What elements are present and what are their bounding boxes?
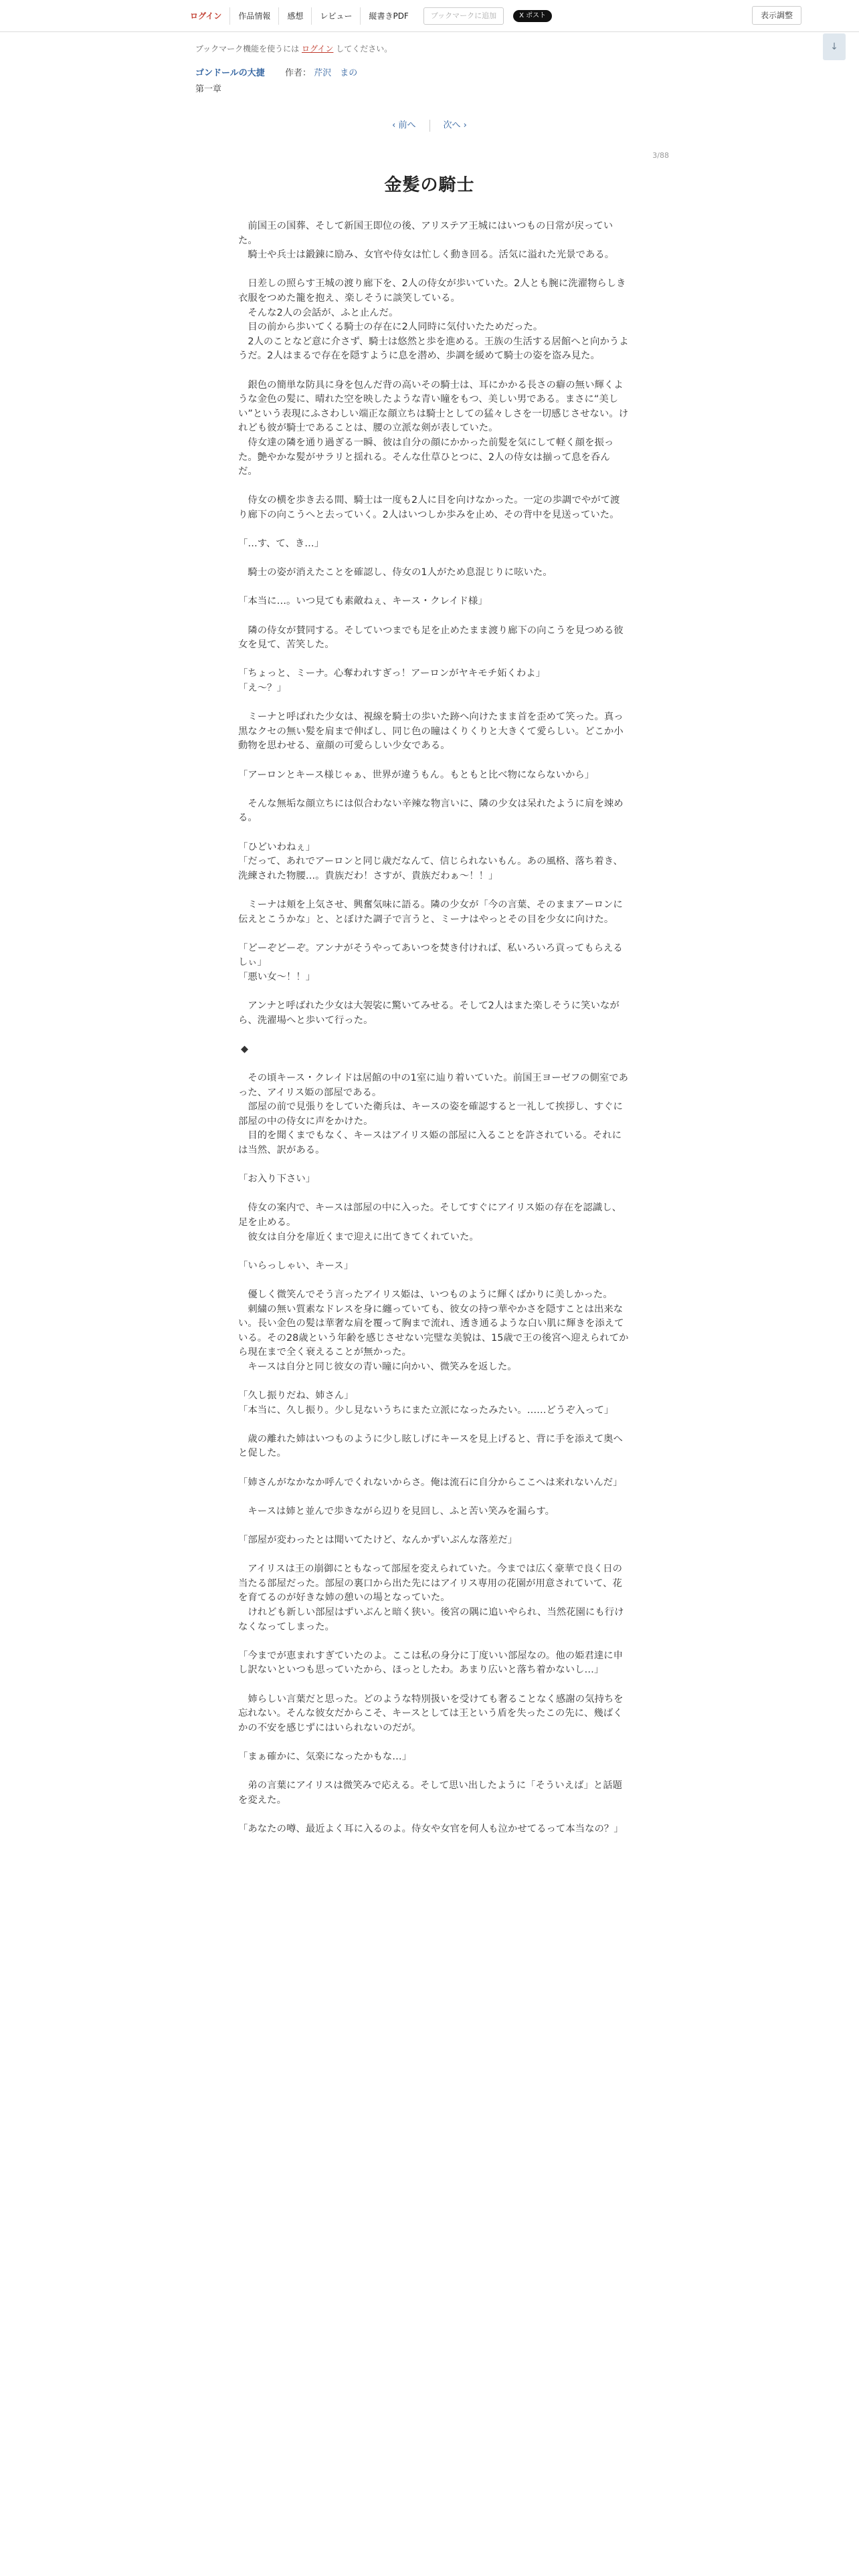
body-paragraph: 「久し振りだね、姉さん」 <box>238 1390 354 1402</box>
display-settings-button[interactable]: 表示調整 <box>752 6 801 25</box>
body-paragraph: 「どーぞどーぞ。アンナがそうやってあいつを焚き付ければ、私いろいろ貢ってもらえるしぃ」 <box>238 942 623 968</box>
body-paragraph: けれども新しい部屋はずいぶんと暗く狭い。後宮の隅に追いやられ、当然花園にも行けなくなってしまった。 <box>238 1607 624 1632</box>
body-paragraph <box>238 1519 629 1533</box>
body-paragraph: 「部屋が変わったとは聞いてたけど、なんかずいぶんな落差だ」 <box>238 1535 518 1546</box>
prev-page-link[interactable]: ‹ 前へ <box>392 120 416 130</box>
body-paragraph <box>238 984 629 999</box>
body-paragraph <box>238 696 629 711</box>
body-paragraph <box>238 263 629 278</box>
body-paragraph: 「…す、て、き…」 <box>238 538 324 550</box>
body-paragraph: 弟の言葉にアイリスは微笑みで応える。そして思い出したように「そういえば」と話題を変えた。 <box>238 1780 623 1806</box>
body-paragraph: アンナと呼ばれた少女は大袈裟に驚いてみせる。そして2人はまた楽しそうに笑いながら、洗濯場へと歩いて行った。 <box>238 1000 619 1026</box>
body-paragraph <box>238 1808 629 1822</box>
body-paragraph: 「まぁ確かに、気楽になったかもな…」 <box>238 1751 412 1762</box>
body-paragraph <box>238 754 629 768</box>
login-notice-prefix: ブックマーク機能を使うには <box>195 44 300 53</box>
body-paragraph: その頃キース・クレイドは居館の中の1室に辿り着いていた。前国王ヨーゼフの側室であった、アイリス姫の部屋である。 <box>238 1073 629 1098</box>
body-paragraph: 「え～？」 <box>238 683 286 693</box>
novel-title-link[interactable]: ゴンドールの大捷 <box>195 68 265 78</box>
body-paragraph <box>238 1735 629 1750</box>
body-paragraph <box>238 1461 629 1476</box>
body-paragraph <box>238 1765 629 1780</box>
body-paragraph: 隣の侍女が賛同する。そしていつまでも足を止めたまま渡り廊下の向こうを見つめる彼女を見て、苦笑した。 <box>238 625 624 651</box>
body-paragraph <box>238 479 629 494</box>
body-paragraph: 姉らしい言葉だと思った。どのような特別扱いを受けても奢ることなく感謝の気持ちを忘れない。そんな彼女だからこそ、キースとしては王という盾を失ったこの先に、幾ばくかの不安を感じずにはいられないのだが。 <box>238 1693 624 1733</box>
body-paragraph: 「今までが恵まれすぎていたのよ。ここは私の身分に丁度いい部屋なの。他の姫君達に申し訳ないといつも思っていたから、ほっとしたわ。あまり広いと落ち着かないし…」 <box>238 1650 624 1676</box>
login-notice-link[interactable]: ログイン <box>302 44 334 53</box>
author-label: 作者： <box>285 68 312 78</box>
body-paragraph: 刺繍の無い質素なドレスを身に纏っていても、彼女の持つ華やかさを隠すことは出来ない。長い金色の髪は華奢な肩を覆って胸まで流れ、透き通るような白い肌に輝きを添えている。その28歳という年齢を感じさせない完璧な美貌は、15歳で王の後宮へ迎えられてから現在まで全く衰えることが無かった。 <box>238 1303 629 1358</box>
body-paragraph <box>238 1187 629 1202</box>
vertical-pdf-link[interactable]: 縦書きPDF <box>360 7 416 25</box>
body-paragraph <box>238 1057 629 1071</box>
body-paragraph: 「本当に…。いつ見ても素敵ねぇ、キース・クレイド様」 <box>238 596 488 607</box>
author-link[interactable]: 芹沢 まの <box>314 68 358 78</box>
login-link[interactable]: ログイン <box>190 11 222 21</box>
body-paragraph: 「あなたの噂、最近よく耳に入るのよ。侍女や女官を何人も泣かせてるって本当なの？」 <box>238 1823 624 1834</box>
body-paragraph <box>238 1158 629 1173</box>
body-paragraph: ミーナは頬を上気させ、興奮気味に語る。隣の少女が「今の言葉、そのままアーロンに伝えとこうかな」と、とぼけた調子で言うと、ミーナはやっとその目を少女に向けた。 <box>238 899 623 925</box>
body-paragraph <box>238 1418 629 1432</box>
review-link[interactable]: レビュー <box>311 7 360 25</box>
body-paragraph: 日差しの照らす王城の渡り廊下を、2人の侍女が歩いていた。2人とも腕に洗濯物らしき衣服をつめた籠を抱え、楽しそうに談笑している。 <box>238 278 626 304</box>
scroll-down-button[interactable] <box>823 33 846 60</box>
novel-info-link[interactable]: 作品情報 <box>229 7 278 25</box>
chapter-title: 金髪の騎士 <box>384 175 475 195</box>
body-paragraph <box>238 1375 629 1390</box>
x-share-button[interactable]: X ポスト <box>513 10 552 22</box>
body-paragraph <box>238 782 629 797</box>
body-paragraph: 「ちょっと、ミーナ。心奪われすぎっ！アーロンがヤキモチ妬くわよ」 <box>238 668 546 679</box>
body-paragraph <box>238 1028 629 1043</box>
body-paragraph: 目的を聞くまでもなく、キースはアイリス姫の部屋に入ることを許されている。それには当然、訳がある。 <box>238 1130 622 1156</box>
body-paragraph <box>238 1548 629 1563</box>
body-paragraph: 優しく微笑んでそう言ったアイリス姫は、いつものように輝くばかりに美しかった。 <box>238 1289 613 1300</box>
chapter-label: 第一章 <box>195 84 222 94</box>
impressions-link[interactable]: 感想 <box>278 7 311 25</box>
bookmark-add-button[interactable]: ブックマークに追加 <box>423 7 504 25</box>
body-paragraph: 侍女の横を歩き去る間、騎士は一度も2人に目を向けなかった。一定の歩調でやがて渡り廊下の向こうへと去っていく。2人はいつしか歩みを止め、その背中を見送っていた。 <box>238 495 620 520</box>
body-paragraph <box>238 522 629 537</box>
body-paragraph <box>238 883 629 898</box>
body-paragraph <box>238 927 629 942</box>
login-notice <box>195 43 392 54</box>
body-paragraph: 侍女達の隣を通り過ぎる一瞬、彼は自分の顔にかかった前髪を気にして軽く顔を振った。艶やかな髪がサラリと揺れる。そんな仕草ひとつに、2人の侍女は揃って息を呑んだ。 <box>238 437 614 477</box>
body-paragraph <box>238 552 629 566</box>
body-paragraph <box>238 580 629 595</box>
body-paragraph: キースは自分と同じ彼女の青い瞳に向かい、微笑みを返した。 <box>238 1361 517 1372</box>
body-paragraph: 侍女の案内で、キースは部屋の中に入った。そしてすぐにアイリス姫の存在を認識し、足を止める。 <box>238 1202 622 1228</box>
body-paragraph: 部屋の前で見張りをしていた衛兵は、キースの姿を確認すると一礼して挨拶し、すぐに部屋の中の侍女に声をかけた。 <box>238 1101 623 1127</box>
body-paragraph: 彼女は自分を扉近くまで迎えに出てきてくれていた。 <box>238 1231 479 1243</box>
body-paragraph <box>238 1634 629 1649</box>
body-paragraph: 騎士の姿が消えたことを確認し、侍女の1人がため息混じりに呟いた。 <box>238 567 553 578</box>
pager <box>0 118 859 132</box>
body-paragraph <box>238 826 629 841</box>
body-paragraph: 2人のことなど意に介さず、騎士は悠然と歩を進める。王族の生活する居館へと向かうようだ。2人はまるで存在を隠すように息を潜め、歩調を緩めて騎士の姿を盗み見た。 <box>238 336 629 362</box>
body-paragraph: 「いらっしゃい、キース」 <box>238 1260 353 1271</box>
novel-body <box>238 219 629 1837</box>
body-paragraph <box>238 1245 629 1259</box>
login-notice-suffix: してください。 <box>336 44 393 53</box>
body-paragraph: キースは姉と並んで歩きながら辺りを見回し、ふと苦い笑みを漏らす。 <box>238 1505 555 1517</box>
nav-menu <box>182 7 552 25</box>
body-paragraph: 「本当に、久し振り。少し見ないうちにまた立派になったみたい。……どうぞ入って」 <box>238 1404 614 1416</box>
body-paragraph: 「姉さんがなかなか呼んでくれないからさ。俺は流石に自分からここへは来れないんだ」 <box>238 1477 623 1488</box>
top-nav-bar <box>0 0 859 32</box>
body-paragraph: 銀色の簡単な防具に身を包んだ背の高いその騎士は、耳にかかる長さの癖の無い輝くような金色の髪に、晴れた空を映したような青い瞳をもつ、美しい男である。まさに“美しい”という表現にふさわしい端正な顔立ちは騎士としての猛々しさを一切感じさせない。けれども彼が騎士であることは、腰の立派な剣が表していた。 <box>238 379 629 434</box>
body-paragraph: 歳の離れた姉はいつものように少し眩しげにキースを見上げると、背に手を添えて奥へと促した。 <box>238 1433 623 1459</box>
body-paragraph <box>238 609 629 624</box>
body-paragraph: ◆ <box>241 1043 249 1055</box>
page-counter: 3/88 <box>652 151 669 160</box>
body-paragraph: 「アーロンとキース様じゃぁ、世界が違うもん。もともと比べ物にならないから」 <box>238 769 595 780</box>
body-paragraph: 前国王の国葬、そして新国王即位の後、アリステア王城にはいつもの日常が戻っていた。 <box>238 221 613 246</box>
body-paragraph <box>238 1678 629 1693</box>
body-paragraph: そんな2人の会話が、ふと止んだ。 <box>238 307 399 318</box>
body-paragraph <box>238 653 629 667</box>
body-paragraph: 騎士や兵士は鍛錬に励み、女官や侍女は忙しく動き回る。活気に溢れた光景である。 <box>238 249 615 261</box>
body-paragraph: 「悪い女～！！」 <box>238 971 316 982</box>
body-paragraph <box>238 1273 629 1288</box>
body-paragraph: 「ひどいわねぇ」 <box>238 841 316 853</box>
next-page-link[interactable]: 次へ › <box>443 120 467 130</box>
arrow-down-icon: ↓ <box>830 41 838 52</box>
body-paragraph <box>238 364 629 379</box>
body-paragraph: そんな無垢な顔立ちには似合わない辛辣な物言いに、隣の少女は呆れたように肩を竦める。 <box>238 798 624 824</box>
body-paragraph: ミーナと呼ばれた少女は、視線を騎士の歩いた跡へ向けたまま首を歪めて笑った。真っ黒なクセの無い髪を肩まで伸ばし、同じ色の瞳はくりくりと大きくて愛らしい。どこか小動物を思わせる、童顔の可愛らしい少女である。 <box>238 712 624 752</box>
body-paragraph <box>238 1490 629 1505</box>
body-paragraph: 「お入り下さい」 <box>238 1174 316 1185</box>
body-paragraph: 目の前から歩いてくる騎士の存在に2人同時に気付いたためだった。 <box>238 322 543 333</box>
novel-meta <box>195 66 357 78</box>
body-paragraph: アイリスは王の崩御にともなって部屋を変えられていた。今までは広く豪華で良く日の当たる部屋だった。部屋の裏口から出た先にはアイリス専用の花園が用意されていて、花を育てるのが好きな姉の憩いの場となっていた。 <box>238 1564 623 1604</box>
body-paragraph: 「だって、あれでアーロンと同じ歳だなんて、信じられないもん。あの風格、落ち着き、洗練された物腰…。貴族だわ！さすが、貴族だわぁ～！！」 <box>238 856 623 881</box>
